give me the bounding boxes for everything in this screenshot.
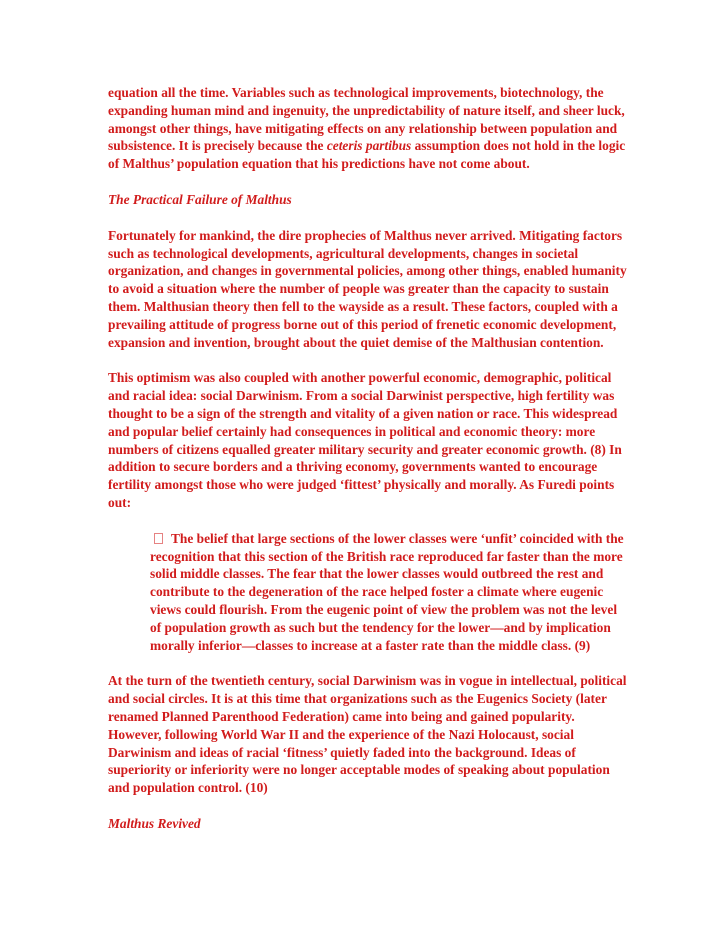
paragraph-twentieth-century: At the turn of the twentieth century, social Darwinism was in vogue in intellectual, political and social circles. It is at this time that organizations such as the Eugenics Society (later renamed Planned Parenthood Federation) came into being and gained popularity. However, following World War II and the experience of the Nazi Holocaust, social Darwinism and ideas of racial ‘fitness’ quietly faded into the background. Ideas of superiority or inferiority were no longer acceptable modes of speaking about population and population control. (10) <box>108 673 627 796</box>
document-page <box>108 84 628 851</box>
paragraph-text: assumption does not hold in the logic of Malthus’ population equation that his predictions have not come about. <box>108 138 626 172</box>
block-quote-furedi <box>150 530 628 655</box>
emphasis-ceteris-partibus: ceteris partibus <box>326 138 412 154</box>
missing-glyph-icon <box>154 533 163 544</box>
paragraph-dire-prophecies: Fortunately for mankind, the dire prophecies of Malthus never arrived. Mitigating factors such as technological developments, agricultural developments, changes in societal organization, and changes in governmental policies, among other things, enabled humanity to avoid a situation where the number of people was greater than the capacity to sustain them. Malthusian theory then fell to the wayside as a result. These factors, coupled with a prevailing attitude of progress borne out of this period of frenetic economic development, expansion and invention, brought about the quiet demise of the Malthusian contention. <box>108 227 627 350</box>
quote-text: The belief that large sections of the lower classes were ‘unfit’ coincided with the recognition that this section of the British race reproduced far faster than the more solid middle classes. The fear that the lower classes would outbreed the rest and contribute to the degeneration of the race helped foster a climate where eugenic views could flourish. From the eugenic point of view the problem was not the level of population growth as such but the tendency for the lower—and by implication morally inferior—classes to increase at a faster rate than the middle class. (9) <box>150 530 624 653</box>
paragraph-text: equation all the time. Variables such as technological improvements, biotechnology, the expanding human mind and ingenuity, the unpredictability of nature itself, and sheer luck, amongst other things, have mitigating effects on any relationship between population and subsistence. It is precisely because the <box>108 85 625 154</box>
section-heading-malthus-revived: Malthus Revived <box>108 815 201 831</box>
paragraph-continuation <box>108 84 628 173</box>
section-heading-practical-failure: The Practical Failure of Malthus <box>108 191 292 207</box>
paragraph-social-darwinism: This optimism was also coupled with another powerful economic, demographic, political and racial idea: social Darwinism. From a social Darwinist perspective, high fertility was thought to be a sign of the strength and vitality of a given nation or race. This widespread and popular belief certainly had consequences in political and economic theory: more numbers of citizens equalled greater military security and greater economic growth. (8) In addition to secure borders and a thriving economy, governments wanted to encourage fertility amongst those who were judged ‘fittest’ physically and morally. As Furedi points out: <box>108 370 622 510</box>
